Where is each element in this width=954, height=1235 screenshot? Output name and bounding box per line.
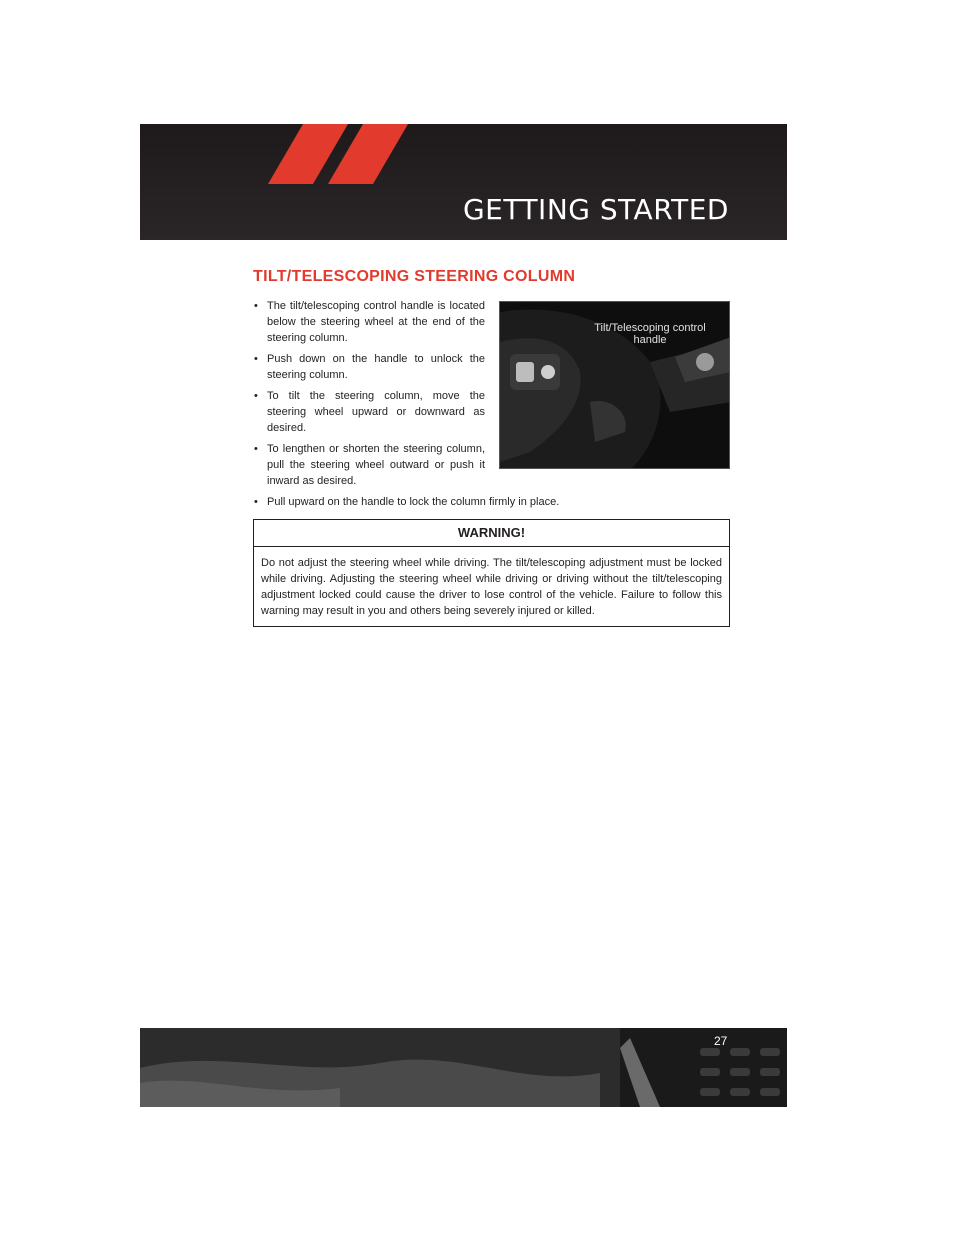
footer-photo-illustration <box>140 1028 787 1107</box>
page-number: 27 <box>714 1034 728 1048</box>
footer-photo-band <box>140 1028 787 1107</box>
brand-stripes-logo <box>268 124 418 184</box>
list-item: • Push down on the handle to unlock the steering column. <box>253 351 485 383</box>
list-item: • Pull upward on the handle to lock the column firmly in place. <box>253 494 731 510</box>
list-item: • To lengthen or shorten the steering column, pull the steering wheel outward or push it inward as desired. <box>253 441 485 489</box>
list-item: • The tilt/telescoping control handle is located below the steering wheel at the end of the steering column. <box>253 298 485 346</box>
photo-caption: Tilt/Telescoping control handle <box>594 322 706 346</box>
warning-text: Do not adjust the steering wheel while driving. The tilt/telescoping adjustment must be locked while driving. Adjusting the steering wheel while driving or driving without the tilt/telescoping adjustment locked could cause the driver to lose control of the vehicle. Failure to follow this warning may result in you and others being severely injured or killed. <box>261 557 722 617</box>
section-title: GETTING STARTED <box>462 193 729 226</box>
header-band <box>140 124 787 240</box>
list-item: • To tilt the steering column, move the steering wheel upward or downward as desired. <box>253 388 485 436</box>
warning-box <box>253 519 730 627</box>
subsection-title: TILT/TELESCOPING STEERING COLUMN <box>253 268 576 285</box>
warning-title: WARNING! <box>254 520 729 547</box>
